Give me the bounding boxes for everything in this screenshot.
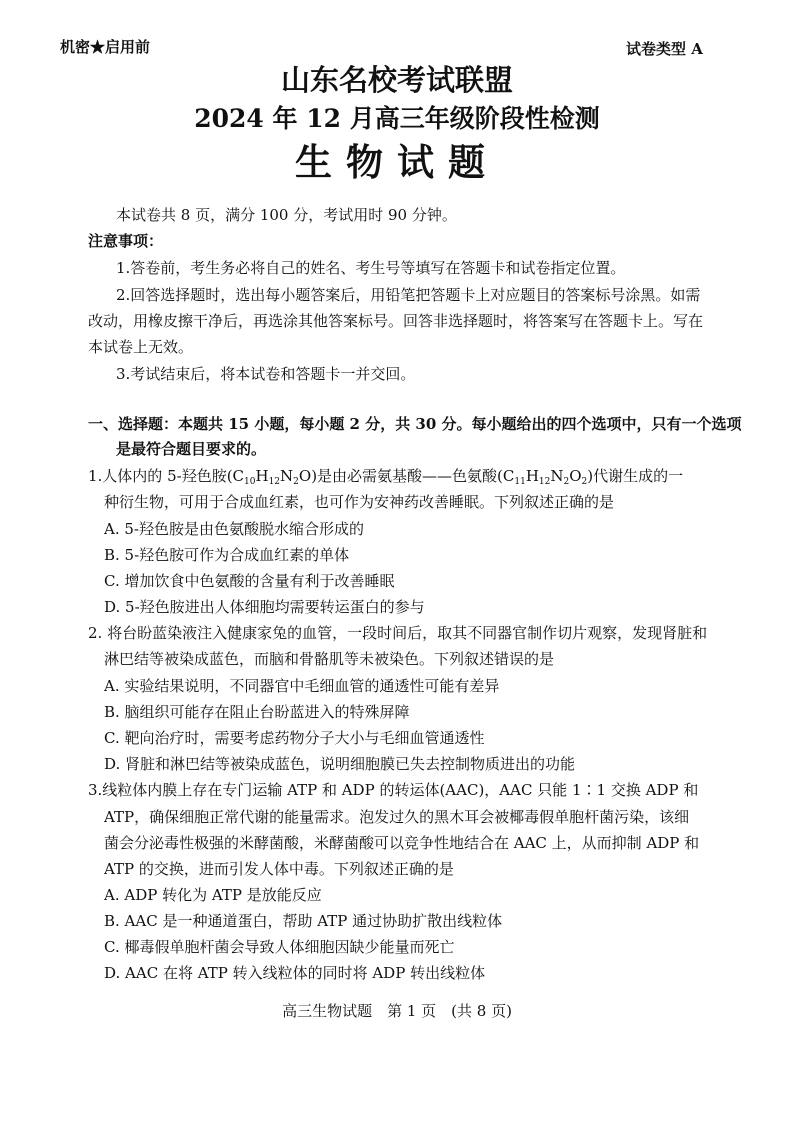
q3-stem-line-1: 3.线粒体内膜上存在专门运输 ATP 和 ADP 的转运体(AAC)，AAC 只能 1∶1 交换 ADP 和 — [88, 781, 699, 799]
q1-option-a: A. 5-羟色胺是由色氨酸脱水缩合形成的 — [104, 520, 364, 538]
q3-stem-line-3: 菌会分泌毒性极强的米酵菌酸，米酵菌酸可以竞争性地结合在 AAC 上，从而抑制 ADP 和 — [104, 834, 700, 852]
notes-item-3: 3.考试结束后，将本试卷和答题卡一并交回。 — [116, 365, 416, 383]
q3-option-b: B. AAC 是一种通道蛋白，帮助 ATP 通过协助扩散出线粒体 — [104, 912, 503, 930]
notes-heading: 注意事项： — [88, 232, 164, 250]
q3-option-a: A. ADP 转化为 ATP 是放能反应 — [104, 886, 322, 904]
q2-option-b: B. 脑组织可能存在阻止台盼蓝进入的特殊屏障 — [104, 703, 410, 721]
section-1-heading-line-1: 一、选择题：本题共 15 小题，每小题 2 分，共 30 分。每小题给出的四个选项中，只有一个选项 — [88, 415, 742, 433]
q2-stem-line-1: 2. 将台盼蓝染液注入健康家兔的血管，一段时间后，取其不同器官制作切片观察，发现肾脏和 — [88, 624, 708, 642]
notes-item-1: 1.答卷前，考生务必将自己的姓名、考生号等填写在答题卡和试卷指定位置。 — [116, 259, 626, 277]
q3-option-c: C. 椰毒假单胞杆菌会导致人体细胞因缺少能量而死亡 — [104, 938, 455, 956]
exam-organizer-title: 山东名校考试联盟 — [280, 63, 513, 97]
q1-option-d: D. 5-羟色胺进出人体细胞均需要转运蛋白的参与 — [104, 598, 425, 616]
q2-option-a: A. 实验结果说明，不同器官中毛细血管的通透性可能有差异 — [104, 677, 500, 695]
exam-session-title: 2024 年 12 月高三年级阶段性检测 — [194, 104, 600, 133]
section-1-heading-line-2: 是最符合题目要求的。 — [116, 440, 267, 458]
q1-option-b: B. 5-羟色胺可作为合成血红素的单体 — [104, 546, 350, 564]
paper-type-label: 试卷类型 A — [626, 40, 703, 58]
page-footer: 高三生物试题 第 1 页 (共 8 页) — [282, 1002, 512, 1020]
notes-item-2-line-1: 2.回答选择题时，选出每小题答案后，用铅笔把答题卡上对应题目的答案标号涂黑。如需 — [116, 286, 701, 304]
q1-stem-line-2: 种衍生物，可用于合成血红素，也可作为安神药改善睡眠。下列叙述正确的是 — [104, 493, 615, 511]
q3-stem-line-4: ATP 的交换，进而引发人体中毒。下列叙述正确的是 — [104, 860, 454, 878]
q3-option-d: D. AAC 在将 ATP 转入线粒体的同时将 ADP 转出线粒体 — [104, 964, 486, 982]
q1-option-c: C. 增加饮食中色氨酸的含量有利于改善睡眠 — [104, 572, 395, 590]
notes-item-2-line-2: 改动，用橡皮擦干净后，再选涂其他答案标号。回答非选择题时，将答案写在答题卡上。写在 — [88, 312, 704, 330]
notes-item-2-line-3: 本试卷上无效。 — [88, 338, 194, 356]
q2-stem-line-2: 淋巴结等被染成蓝色，而脑和骨骼肌等未被染色。下列叙述错误的是 — [104, 650, 555, 668]
q2-option-c: C. 靶向治疗时，需要考虑药物分子大小与毛细血管通透性 — [104, 729, 485, 747]
q2-option-d: D. 肾脏和淋巴结等被染成蓝色，说明细胞膜已失去控制物质进出的功能 — [104, 755, 576, 773]
exam-intro: 本试卷共 8 页，满分 100 分，考试用时 90 分钟。 — [116, 206, 457, 224]
secrecy-label: 机密★启用前 — [60, 38, 151, 56]
q3-stem-line-2: ATP，确保细胞正常代谢的能量需求。泡发过久的黑木耳会被椰毒假单胞杆菌污染，该细 — [104, 808, 690, 826]
q1-stem-line-1: 1.人体内的 5-羟色胺$(C_{10}H_{12}N_2O)$是由必需氨基酸——色氨酸$(C_{11}H_{12}N_2O_2)$代谢生成的一 — [88, 467, 684, 487]
subject-title: 生物试题 — [295, 140, 499, 184]
